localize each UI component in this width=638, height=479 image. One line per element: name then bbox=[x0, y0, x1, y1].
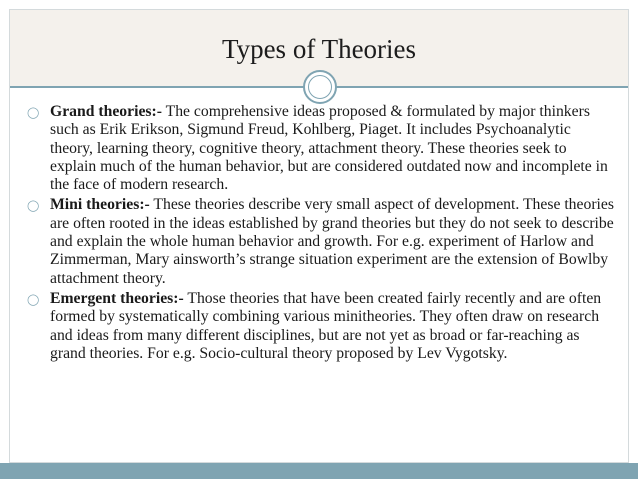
slide-title: Types of Theories bbox=[221, 34, 417, 64]
bullet-text: These theories describe very small aspect of development. These theories are often rooted in the ideas established by grand theories but they do not seek to describe and explain the whole human behavior and growth. For e.g. experiment of Harlow and Zimmerman, Mary ainsworth’s strange situation experiment are the extension of Bowlby attachment theory. bbox=[50, 196, 614, 287]
bullet-list bbox=[26, 103, 614, 365]
bullet-term: Mini theories:- bbox=[50, 196, 150, 214]
bullet-text: Those theories that have been created fairly recently and are often formed by systematically combining various minitheories. They often draw on research and ideas from many different disciplines, but are not yet as broad or far-reaching as grand theories. For e.g. Socio-cultural theory proposed by Lev Vygotsky. bbox=[50, 289, 602, 362]
bullet-term: Grand theories:- bbox=[50, 103, 162, 120]
bullet-item-emergent-theories bbox=[26, 290, 614, 363]
bullet-term: Emergent theories:- bbox=[50, 289, 184, 307]
bullet-item-mini-theories bbox=[26, 196, 614, 287]
footer-bar bbox=[0, 463, 638, 479]
circle-ornament-icon bbox=[303, 70, 337, 104]
ring-bullet-icon: ◯ bbox=[27, 107, 40, 119]
bullet-text: The comprehensive ideas proposed & formulated by major thinkers such as Erik Erikson, Sigmund Freud, Kohlberg, Piaget. It includes Psychoanalytic theory, learning theory, cognitive theory, attachment theory. These theories seek to explain much of the human behavior, but are considered outdated now and incomplete in the face of modern research. bbox=[50, 103, 608, 194]
ring-bullet-icon: ◯ bbox=[27, 200, 40, 213]
ring-bullet-icon: ◯ bbox=[27, 293, 40, 306]
bullet-item-grand-theories bbox=[26, 103, 614, 194]
